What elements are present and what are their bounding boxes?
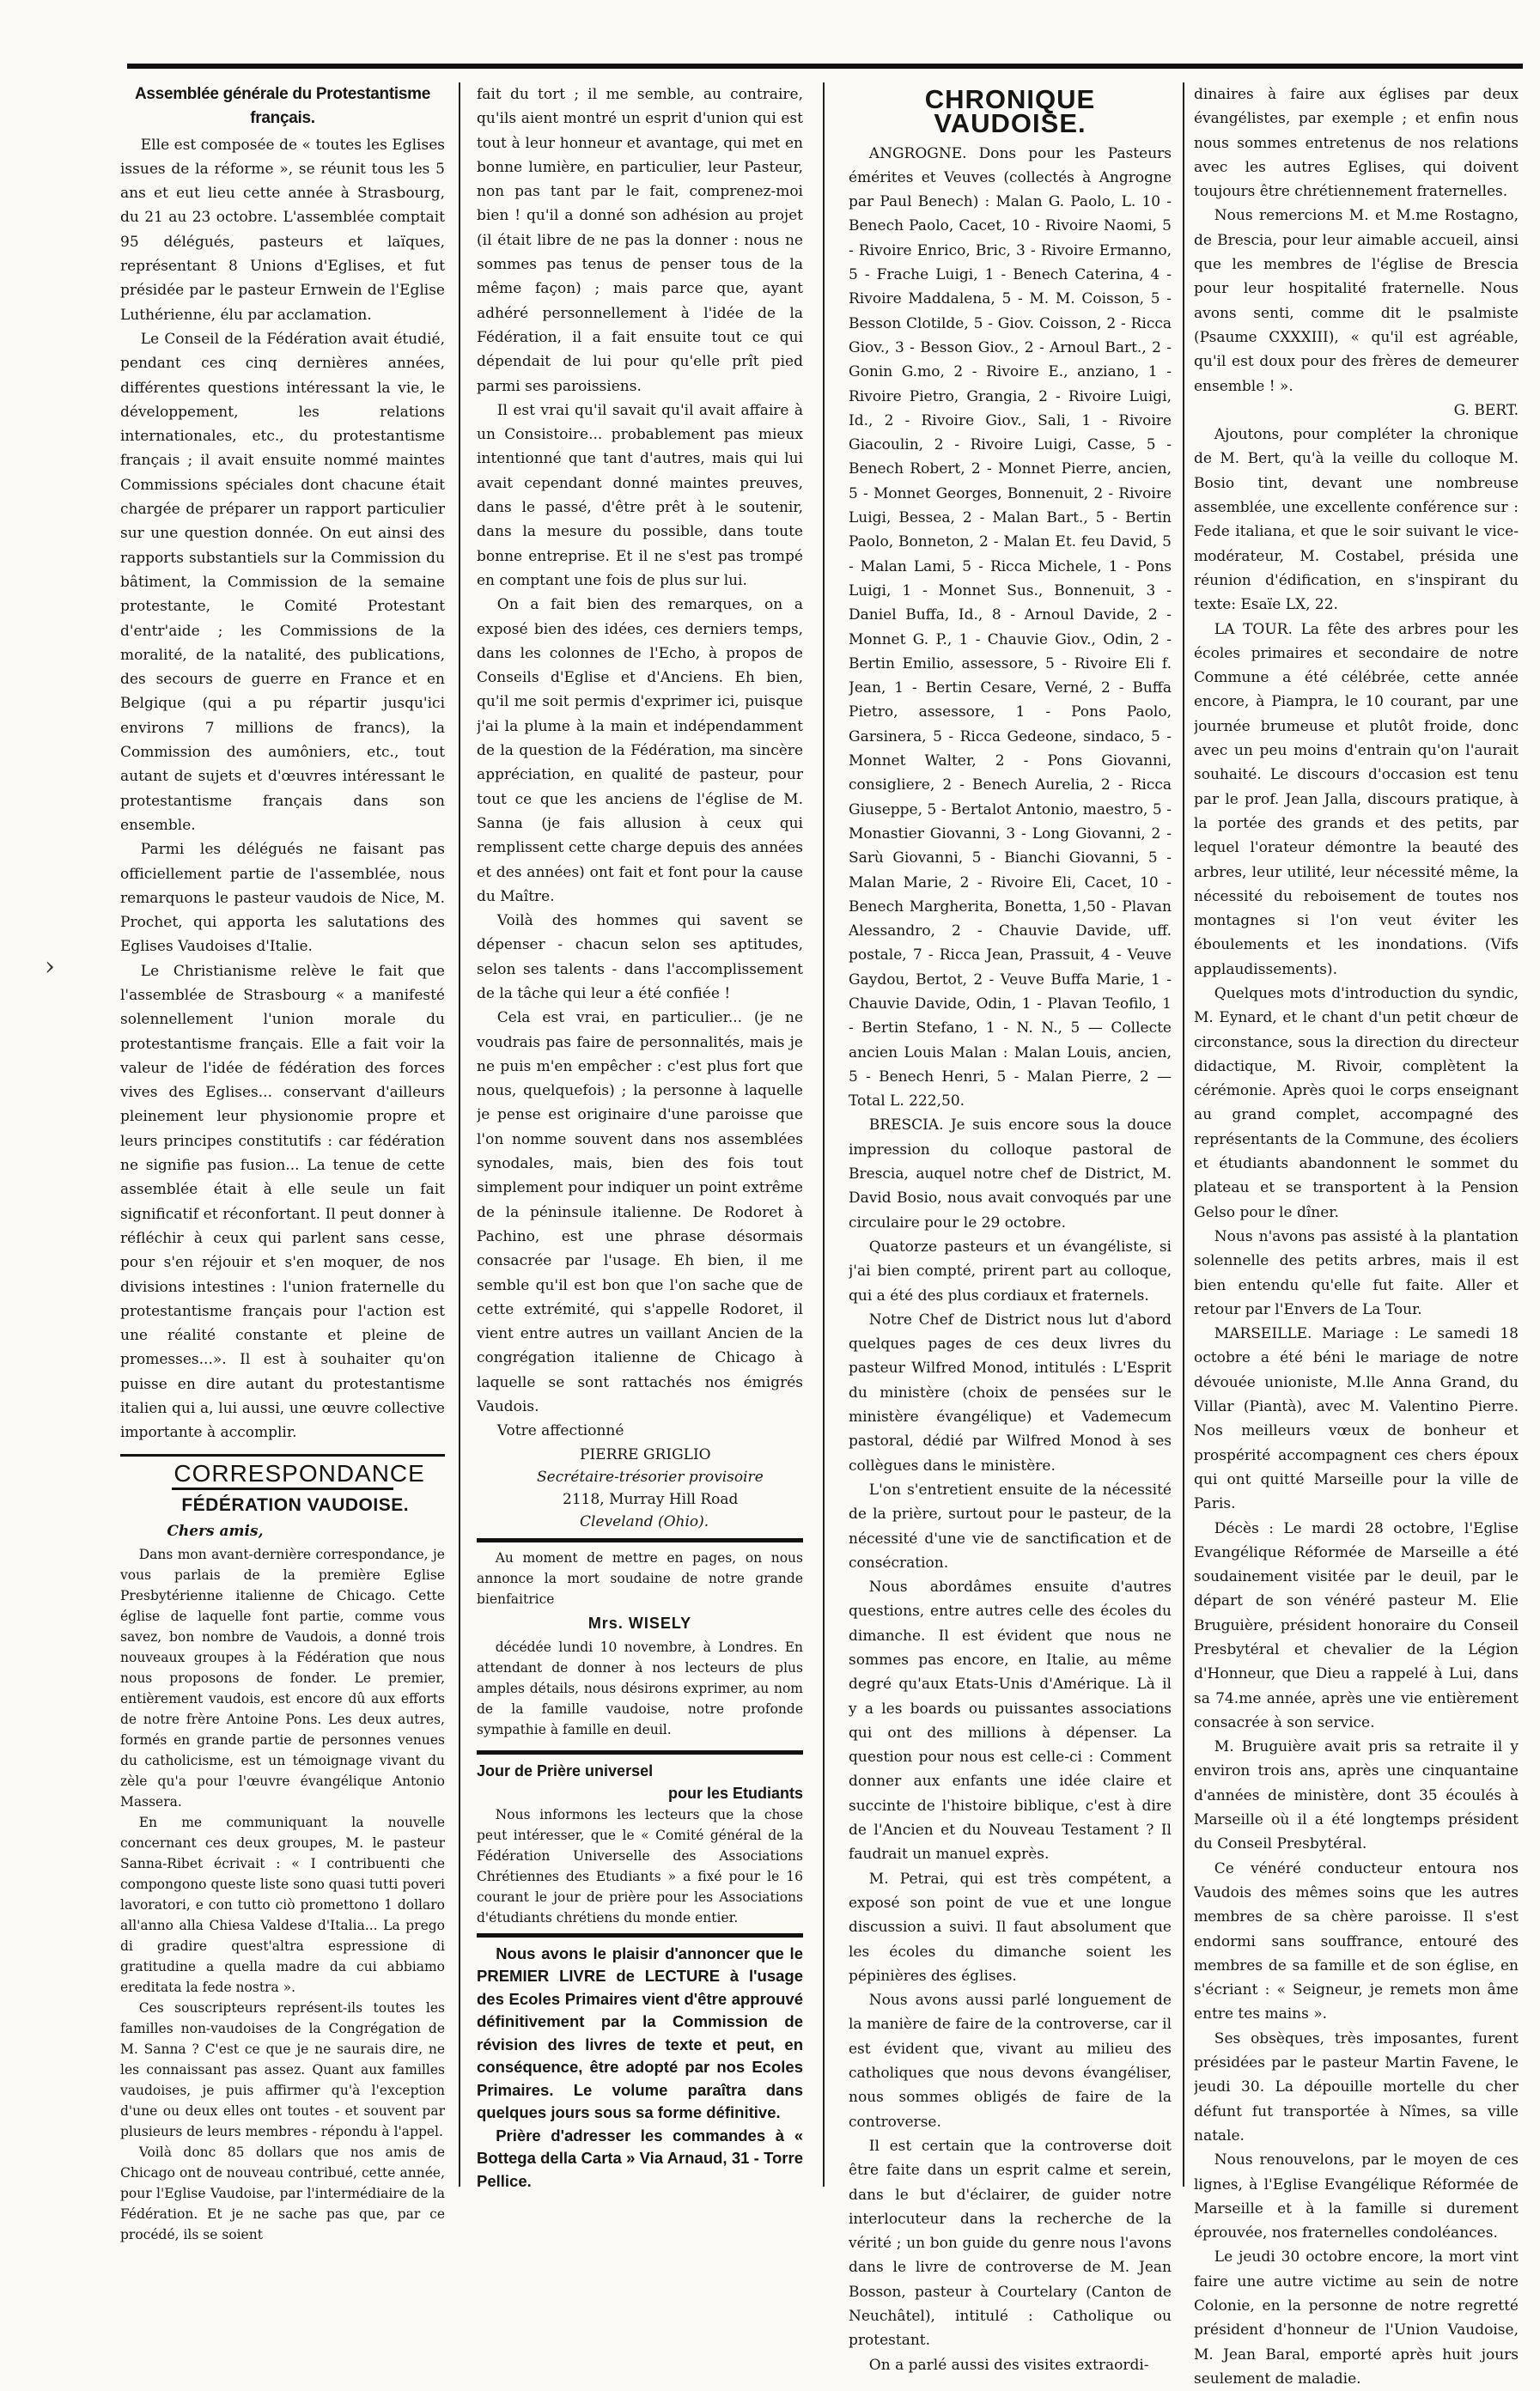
paragraph: Le Christianisme relève le fait que l'assemblée de Strasbourg « a manifesté solennellement l'union morale du protestantisme français. Elle a fait voir la valeur de l'idée de fédération des forces vives des Eglises... conservant d'ailleurs pleinement leur physionomie propre et leurs principes constitutifs : car fédération ne signifie pas fusion... La tenue de cette assemblée était à elle seule un fait significatif et réconfortant. Il peut donner à réfléchir à ceux qui parlent sans cesse, pour s'en réjouir et s'en moquer, de nos divisions intestines : l'union fraternelle du protestantisme français pour l'action est une réalité constante et pleine de promesses...». Il est à souhaiter qu'on puisse en dire autant du protestantisme italien qui a, lui aussi, une œuvre collective importante à accomplir. <box>120 962 445 1442</box>
paragraph: Décès : Le mardi 28 octobre, l'Eglise Evangélique Réformée de Marseille a été soudainement visitée par le deuil, par le départ de son vénéré pasteur M. Elie Bruguière, président honoraire du Conseil Presbytéral et chevalier de la Légion d'Honneur, que Dieu a rappelé à Lui, dans sa 74.me année, après une vie entièrement consacrée à son service. <box>1194 1519 1519 1731</box>
paragraph: M. Bruguière avait pris sa retraite il y environ trois ans, après une cinquantaine d'années de ministère, dont 35 écoulés à Marseille où il a été longtemps président du Conseil Presbytéral. <box>1194 1738 1519 1853</box>
paragraph: Nous remercions M. et M.me Rostagno, de Brescia, pour leur aimable accueil, ainsi que les membres de l'église de Brescia pour leur hospitalité fraternelle. Nous avons senti, comme dit le psalmiste (Psaume CXXXIII), « qu'il est agréable, qu'il est doux pour des frères de demeurer ensemble ! ». <box>1194 207 1519 395</box>
notice-body: décédée lundi 10 novembre, à Londres. En attendant de donner à nos lecteurs de plus amples détails, nous désirons exprimer, au nom de la famille vaudoise, notre profonde sympathie à famille en deuil. <box>477 1639 803 1737</box>
paragraph: Voilà des hommes qui savent se dépenser - chacun selon ses aptitudes, selon ses talents - dans l'accomplissement de la tâche qui leur a été confiée ! <box>477 912 803 1002</box>
paragraph: Ajoutons, pour compléter la chronique de M. Bert, qu'à la veille du colloque M. Bosio tint, devant une nombreuse assemblée, une excellente conférence sur : Fede italiana, et que le soir suivant le vice-modérateur, M. Costabel, présida une réunion d'édification, en s'inspirant du texte: Esaïe LX, 22. <box>1194 426 1519 614</box>
paragraph: Quatorze pasteurs et un évangéliste, si j'ai bien compté, prirent part au colloque, qui a été des plus cordiaux et fraternels. <box>849 1238 1172 1305</box>
paragraph: MARSEILLE. Mariage : Le samedi 18 octobre a été béni le mariage de notre dévouée unioniste, M.lle Anna Grand, du Villar (Piantà), avec M. Valentino Pierre. Nos meilleurs vœux de bonheur et prospérité accompagnent ces chers époux qui ont quitté Marseille pour la ville de Paris. <box>1194 1325 1519 1513</box>
closing: Votre affectionné <box>496 1422 624 1440</box>
paragraph: Elle est composée de « toutes les Eglises issues de la réforme », se réunit tous les 5 ans et eut lieu cette année à Strasbourg, du 21 au 23 octobre. L'assemblée comptait 95 délégués, pasteurs et laïques, représentant 8 Unions d'Eglises, et fut présidée par le pasteur Ernwein de l'Eglise Luthérienne, élu par acclamation. <box>120 136 445 324</box>
paragraph: Ces souscripteurs représent-ils toutes les familles non-vaudoises de la Congrégation de M. Sanna ? C'est ce que je ne saurais dire, ne les connaissant pas assez. Quant aux familles vaudoises, je puis affirmer qu'à l'exception d'une ou deux elles ont toutes - et souvent par plusieurs de leurs membres - répondu à l'appel. <box>120 1999 445 2139</box>
column-3 <box>849 82 1172 2377</box>
column-1 <box>120 82 445 2245</box>
paragraph: Parmi les délégués ne faisant pas officiellement partie de l'assemblée, nous remarquons le pasteur vaudois de Nice, M. Prochet, qui apporta les salutations des Eglises Vaudoises d'Italie. <box>120 841 445 956</box>
annonce-livre: Nous avons le plaisir d'annoncer que le PREMIER LIVRE de LECTURE à l'usage des Ecoles Primaires vient d'être approuvé définitivement par la Commission de révision des livres de texte et peut, en conséquence, être adopté par nos Ecoles Primaires. Le volume paraîtra dans quelques jours sous sa forme définitive. <box>477 1944 803 2122</box>
column-2 <box>477 82 803 2193</box>
paragraph: fait du tort ; il me semble, au contraire, qu'ils aient montré un esprit d'union qui est tout à leur honneur et avantage, qui met en bonne lumière, en particulier, leur Pasteur, non pas tant par le fait, comprenez-moi bien ! qu'il a donné son adhésion au projet (il était libre de ne pas la donner : nous ne sommes pas tenus de penser tous de la même façon) ; mais parce que, ayant adhéré personnellement à l'idée de la Fédération, il a fait ensuite tout ce qui dépendait de lui pour qu'elle prît pied parmi ses paroissiens. <box>477 86 803 395</box>
signature-bert: G. BERT. <box>1453 401 1519 419</box>
paragraph: Dans mon avant-dernière correspondance, je vous parlais de la première Eglise Presbytérienne italienne de Chicago. Cette église de laquelle font partie, comme vous savez, bon nombre de Vaudois, a donné trois nouveaux groupes à la Fédération que nous nous proposons de fonder. Le premier, entièrement vaudois, est encore dû aux efforts de notre frère Antoine Pons. Les deux autres, formés en grande partie de personnes venues du catholicisme, est un témoignage vivant du zèle qu'a pour l'œuvre évangélique Antonio Massera. <box>120 1546 445 1810</box>
paragraph: Ce vénéré conducteur entoura nos Vaudois des mêmes soins que les autres membres de sa chère paroisse. Il s'est endormi sans souffrance, entouré des membres de sa famille et de son église, en s'écriant : « Seigneur, je remets mon âme entre tes mains ». <box>1194 1859 1519 2023</box>
paragraph: Le Conseil de la Fédération avait étudié, pendant ces cinq dernières années, différentes questions intéressant la vie, le développement, les relations internationales, etc., du protestantisme français ; il avait ensuite nommé maintes Commissions spéciales dont chacune était chargée de préparer un rapport particulier sur une question donnée. On eut ainsi des rapports substantiels sur la Commission du bâtiment, la Commission de la semaine protestante, le Comité Protestant d'entr'aide ; les Commissions de la moralité, de la natalité, des publications, des secours de guerre en France et en Belgique (qui a pu répartir jusqu'ici environs 7 millions de francs), la Commission des aumôniers, etc., tout autant de sujets et d'œuvres intéressant le protestantisme français dans son ensemble. <box>120 330 445 834</box>
section-rule <box>477 1538 803 1542</box>
signature-city: Cleveland (Ohio). <box>580 1512 709 1530</box>
signature-title: Secrétaire-trésorier provisoire <box>537 1468 764 1486</box>
section-rule <box>477 1933 803 1938</box>
signature-name: PIERRE GRIGLIO <box>580 1445 711 1463</box>
notice-intro: Au moment de mettre en pages, on nous annonce la mort soudaine de notre grande bienfaitrice <box>477 1549 803 1607</box>
paragraph: Nous n'avons pas assisté à la plantation solennelle des petits arbres, mais il est bien entendu qu'elle fut faite. Aller et retour par l'Envers de La Tour. <box>1194 1227 1519 1318</box>
paragraph: En me communiquant la nouvelle concernant ces deux groupes, M. le pasteur Sanna-Ribet écrivait : « I contribuenti che compongono queste liste sono quasi tutti poveri lavoratori, e con tutto ciò promettono 1 dollaro all'anno alla Chiesa Valdese d'Italia... La prego di gradire quest'altra espressione di gratitudine a quella madre da cui abbiamo ereditata la fede nostra ». <box>120 1814 445 1995</box>
paragraph: BRESCIA. Je suis encore sous la douce impression du colloque pastoral de Brescia, auquel notre chef de District, M. David Bosio, nous avait convoqués par une circulaire pour le 29 octobre. <box>849 1116 1172 1232</box>
paragraph: Le jeudi 30 octobre encore, la mort vint faire une autre victime au sein de notre Colonie, en la personne de notre regretté président d'honneur de l'Union Vaudoise, M. Jean Baral, emporté après huit jours seulement de maladie. <box>1194 2248 1519 2388</box>
column-divider <box>459 82 460 2187</box>
heading-underline <box>172 1488 393 1490</box>
paragraph: M. Petrai, qui est très compétent, a exposé son point de vue et une longue discussion a suivi. Il faut absolument que les écoles du dimanche soient les pépinières des églises. <box>849 1870 1172 1985</box>
subheading-federation: FÉDÉRATION VAUDOISE. <box>181 1494 410 1515</box>
paragraph: Nous abordâmes ensuite d'autres questions, entre autres celle des écoles du dimanche. Il est évident que nous ne sommes pas encore, en Italie, au même degré qu'aux Etats-Unis d'Amérique. Là il y a les boards ou puissantes associations qui ont des millions à dépenser. La question pour nous est celle-ci : Comment donner aux enfants une idée claire et succinte de l'histoire biblique, c'est à dire de l'Ancien et du Nouveau Testament ? Il faudrait un manuel exprès. <box>849 1579 1172 1864</box>
paragraph: On a fait bien des remarques, on a exposé bien des idées, ces derniers temps, dans les colonnes de l'Echo, à propos de Conseils d'Eglise et d'Anciens. Eh bien, qu'il me soit permis d'exprimer ici, puisque j'ai la plume à la main et indépendamment de la question de la Fédération, ma sincère appréciation, en qualité de pasteur, pour tout ce que les anciens de l'église de M. Sanna (je fais allusion à ceux qui remplissent cette charge depuis des années et des années) ont fait et font pour la cause du Maître. <box>477 596 803 905</box>
jour-heading-1: Jour de Prière universel <box>477 1761 654 1780</box>
paragraph: Nous avons aussi parlé longuement de la manière de faire de la controverse, car il est évident que, vivant au milieu des catholiques que nous devons évangéliser, nous sommes obligés de faire de la controverse. <box>849 1992 1172 2131</box>
column-divider <box>1183 82 1184 2187</box>
margin-mark: › <box>45 952 55 982</box>
paragraph: ANGROGNE. Dons pour les Pasteurs émérites et Veuves (collectés à Angrogne par Paul Benech) : Malan G. Paolo, L. 10 - Benech Paolo, Cacet, 10 - Rivoire Naomi, 5 - Rivoire Enrico, Bric, 3 - Rivoire Ermanno, 5 - Frache Luigi, 1 - Benech Caterina, 4 - Rivoire Maddalena, 5 - M. M. Coisson, 5 - Besson Clotilde, 5 - Giov. Coisson, 2 - Ricca Giov., 3 - Besson Giov., 2 - Arnoul Bart., 2 - Gonin G.mo, 2 - Rivoire E., anziano, 1 - Rivoire Pietro, Grangia, 2 - Rivoire Luigi, Id., 2 - Rivoire Giov., Sali, 1 - Rivoire Giacoulin, 2 - Rivoire Luigi, Casse, 5 - Benech Robert, 2 - Monnet Pierre, ancien, 5 - Monnet Georges, Bonnenuit, 2 - Rivoire Luigi, Bessea, 2 - Malan Bart., 5 - Bertin Paolo, Bonneton, 2 - Malan Et. feu David, 5 - Malan Lami, 5 - Ricca Michele, 1 - Pons Luigi, 1 - Monnet Sus., Bonnenuit, 3 - Daniel Buffa, Id., 8 - Arnoul Davide, 2 - Monnet G. P., 1 - Chauvie Giov., Odin, 2 - Bertin Emilio, assessore, 5 - Rivoire Eli f. Jean, 1 - Bertin Cesare, Verné, 2 - Buffa Pietro, assessore, 1 - Pons Paolo, Garsinera, 5 - Ricca Gedeone, sindaco, 5 - Monnet Walter, 2 - Pons Giovanni, consigliere, 2 - Benech Aurelia, 2 - Ricca Giuseppe, 5 - Bertalot Antonio, maestro, 5 - Monastier Giovanni, 3 - Long Giovanni, 2 - Sarù Giovanni, 5 - Bianchi Giovanni, 5 - Malan Marie, 2 - Rivoire Eli, Cacet, 10 - Benech Margherita, Bonetta, 1,50 - Plavan Alessandro, 2 - Chauvie Davide, uff. postale, 7 - Ricca Jean, Prassuit, 4 - Veuve Gaydou, Bertot, 2 - Veuve Buffa Marie, 1 - Chauvie Davide, Odin, 1 - Plavan Teofilo, 1 - Bertin Stefano, 1 - N. N., 5 — Collecte ancien Louis Malan : Malan Louis, ancien, 5 - Benech Henri, 5 - Malan Pierre, 2 — Total L. 222,50. <box>849 144 1172 1110</box>
paragraph: LA TOUR. La fête des arbres pour les écoles primaires et secondaire de notre Commune a été célébrée, cette année encore, à Piampra, le 10 courant, par une journée brumeuse et plutôt froide, donc avec un peu moins d'entrain qu'on l'aurait souhaité. Le discours d'occasion est tenu par le prof. Jean Jalla, discours pratique, à la portée des grands et des petits, par lequel l'orateur démontre la beauté des arbres, leur utilité, leur nécessité même, la nécessité du reboisement de toutes nos montagnes si l'on veut éviter les éboulements et les inondations. (Vifs applaudissements). <box>1194 620 1519 978</box>
paragraph: Voilà donc 85 dollars que nos amis de Chicago ont de nouveau contribué, cette année, pour l'Eglise Vaudoise, par l'intermédiaire de la Fédération. Et je ne sache pas que, par ce procédé, ils se soient <box>120 2144 445 2242</box>
paragraph: On a parlé aussi des visites extraordi- <box>868 2356 1149 2374</box>
signature-address: 2118, Murray Hill Road <box>563 1490 739 1508</box>
jour-body: Nous informons les lecteurs que la chose peut intéresser, que le « Comité général de la Fédération Universelle des Associations Chrétiennes des Etudiants » a fixé pour le 16 courant le jour de prière pour les Associations d'étudiants chrétiens du monde entier. <box>477 1806 803 1926</box>
paragraph: Quelques mots d'introduction du syndic, M. Eynard, et le chant d'un petit chœur de circonstance, sous la direction du directeur didactique, M. Rivoir, complètent la cérémonie. Après quoi le corps enseignant au grand complet, accompagné des représentants de la Commune, des écoliers et étudiants abandonnent le sommet du plateau et se transportent à la Pension Gelso pour le dîner. <box>1194 984 1519 1221</box>
jour-heading-2: pour les Etudiants <box>667 1784 803 1802</box>
paragraph: dinaires à faire aux églises par deux évangélistes, par exemple ; et enfin nous nous sommes entretenus de nos relations avec les autres Eglises, qui doivent toujours être chrétiennement fraternelles. <box>1194 86 1519 201</box>
paragraph: Il est certain que la controverse doit être faite dans un esprit calme et serein, dans le but d'éclairer, de guider notre interlocuteur dans la recherche de la vérité ; un bon guide du genre nous l'avons dans le livre de controverse de M. Jean Bosson, pasteur à Courtelary (Canton de Neuchâtel), intitulé : Catholique ou protestant. <box>849 2137 1172 2350</box>
paragraph: Il est vrai qu'il savait qu'il avait affaire à un Consistoire... probablement pas mieux intentionné que tant d'autres, mais qui lui avait cependant donné maintes preuves, dans le passé, d'être prêt à le soutenir, dans la mesure du possible, dans toute bonne entreprise. Et il ne s'est pas trompé en comptant une fois de plus sur lui. <box>477 401 803 589</box>
paragraph: Ses obsèques, très imposantes, furent présidées par le pasteur Martin Favene, le jeudi 30. La dépouille mortelle du cher défunt fut transportée à Nîmes, sa ville natale. <box>1194 2029 1519 2145</box>
article-heading-assemblee: Assemblée générale du Protestantisme français. <box>134 85 430 128</box>
section-heading-chronique: CHRONIQUE VAUDOISE. <box>924 84 1096 139</box>
paragraph: Nous renouvelons, par le moyen de ces lignes, à l'Eglise Evangélique Réformée de Marseille et à la famille si durement éprouvée, nos fraternelles condoléances. <box>1194 2151 1519 2242</box>
salutation: Chers amis, <box>167 1523 264 1541</box>
section-rule <box>120 1454 445 1457</box>
annonce-commandes: Prière d'adresser les commandes à « Bottega della Carta » Via Arnaud, 31 - Torre Pellice. <box>477 2126 803 2190</box>
section-rule <box>477 1750 803 1755</box>
notice-name: Mrs. WISELY <box>587 1614 692 1632</box>
paragraph: L'on s'entretient ensuite de la nécessité de la prière, surtout pour le pasteur, de la nécessité d'une vie de sanctification et de consécration. <box>849 1481 1172 1572</box>
paragraph: Cela est vrai, en particulier... (je ne voudrais pas faire de personnalités, mais je ne puis m'en empêcher : c'est plus fort que nous, quelquefois) ; la personne à laquelle je pense est originaire d'une paroisse que l'on nomme souvent dans nos assemblées synodales, mais, bien des fois tout simplement pour indiquer un point extrême de la péninsule italienne. De Rodoret à Pachino, est une phrase désormais consacrée par l'usage. Eh bien, il me semble qu'il est bon que l'on sache que de cette extrémité, qui s'appelle Rodoret, il vient entre autres un vaillant Ancien de la congrégation italienne de Chicago à laquelle se sont rattachés nos émigrés Vaudois. <box>477 1009 803 1416</box>
top-rule <box>127 64 1523 69</box>
paragraph: Notre Chef de District nous lut d'abord quelques pages de ces deux livres du pasteur Wilfred Monod, intitulés : L'Esprit du ministère (choix de pensées sur le ministère évangélique) et Vademecum pastoral, dédié par Wilfred Monod à ses collègues dans le ministère. <box>849 1311 1172 1475</box>
section-heading-correspondance: CORRESPONDANCE <box>173 1459 425 1487</box>
column-divider <box>823 82 825 2187</box>
column-4 <box>1194 82 1519 2391</box>
